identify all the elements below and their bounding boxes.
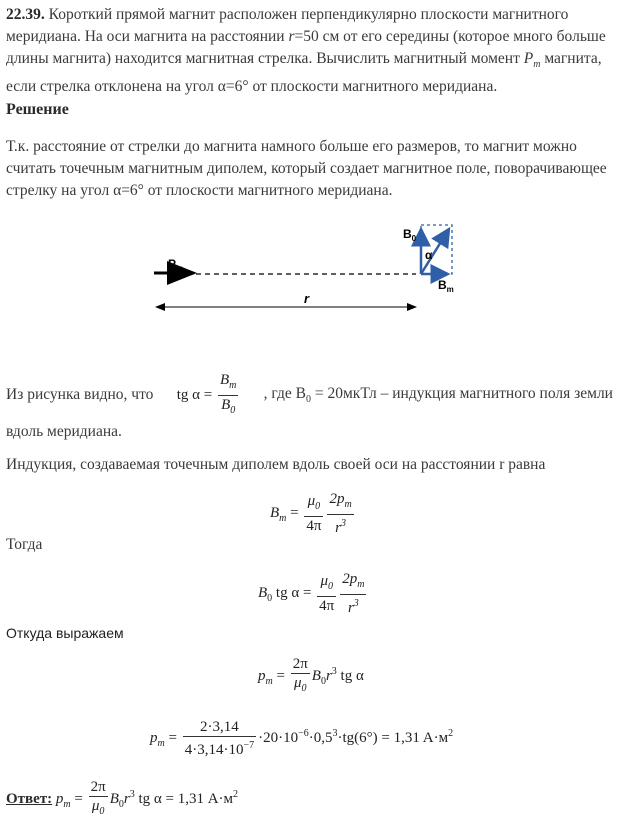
express-text: Откуда выражаем — [6, 625, 124, 641]
pm-label: $P_m$ — [168, 257, 184, 273]
dipole-formula: $B_m$ = $\frac{\mu_0}{4\pi}$ $\frac{2p_m}{r^3}$ — [270, 491, 352, 536]
dipole-diagram — [150, 215, 470, 315]
eq1-line2: вдоль меридиана. — [6, 423, 122, 440]
solution-heading: Решение — [6, 101, 69, 118]
bm-label: $B_m$ — [438, 278, 454, 294]
dipole-text: Индукция, создаваемая точечным диполем вдоль своей оси на расстоянии r равна — [6, 456, 546, 473]
then-text: Тогда — [6, 536, 43, 553]
then-formula: $B_0$ tg α = $\frac{\mu_0}{4\pi}$ $\frac{2p_m}{r^3}$ — [258, 571, 365, 616]
express-formula: $p_m$ = $\frac{2\pi}{\mu_0}$ $B_0r^3$ tg α — [258, 656, 364, 694]
eq1-line: Из рисунка видно, что tg α = $\frac{B_m}{B_0}$ , где $B_0$ = 20мкТл – индукция магнитного поля земли — [6, 375, 613, 415]
problem-number: 22.39. — [6, 6, 45, 23]
tg-alpha-formula: tg α = $\frac{B_m}{B_0}$ — [176, 371, 237, 416]
solution-intro: Т.к. расстояние от стрелки до магнита намного больше его размеров, то магнит можно считать точечным магнитным диполем, который создает магнитное поле, поворачивающее стрелку на угол α=6° от плоскости магнитного меридиана. — [6, 138, 607, 199]
answer-label: Ответ: — [6, 790, 53, 807]
alpha-label: α — [425, 248, 433, 262]
b0-label: $B_0$ — [403, 227, 417, 243]
r-label: r — [304, 291, 310, 306]
problem-statement: 22.39. Короткий прямой магнит расположен перпендикулярно плоскости магнитного меридиана. На оси магнита на расстоянии r=50 см от его середины (которое много больше длины магнита) находится магнитная стрелка. Вычислить магнитный момент $P_m$ магнита, если стрелка отклонена на угол α=6° от плоскости магнитного меридиана. — [6, 6, 606, 96]
answer-line: Ответ: $p_m$ = $\frac{2\pi}{\mu_0}$ $B_0r^3$ tg α = 1,31 $A\cdot м^2$ — [6, 779, 239, 817]
calc-formula: $p_m$ = $\frac{2\cdot 3,14}{4\cdot 3,14\cdot 10^{-7}}$ $\cdot 20\cdot 10^{-6}\cdot 0,5^3\cdot tg(6^\circ) = 1,31$ $A\cdot м^2$ — [150, 719, 454, 758]
